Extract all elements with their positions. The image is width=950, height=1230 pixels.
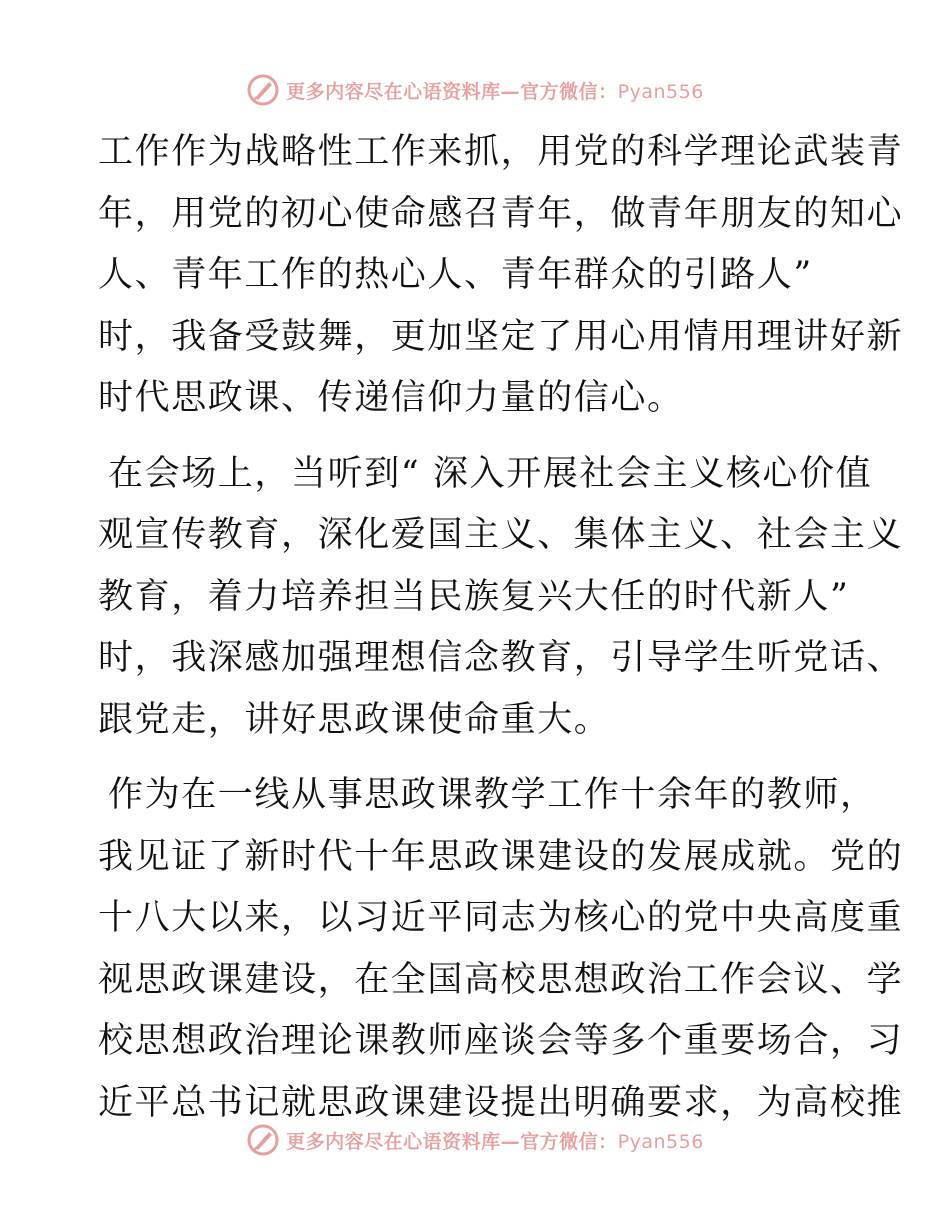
paragraph-3: [98, 765, 904, 1134]
text-line: 观宣传教育，深化爱国主义、集体主义、社会主义: [98, 515, 904, 555]
footer-watermark: [0, 1120, 950, 1160]
text-line: 时代思政课、传递信仰力量的信心。: [98, 378, 684, 418]
footer-wechat-id: Pyan556: [617, 1130, 704, 1153]
header-watermark-label: 更多内容尽在心语资料库—官方微信：: [286, 80, 618, 103]
paragraph-1: [98, 122, 904, 430]
text-line: 教育，着力培养担当民族复兴大任的时代新人”: [98, 576, 850, 617]
footer-watermark-label: 更多内容尽在心语资料库—官方微信：: [286, 1130, 618, 1153]
paragraph-2: [98, 444, 904, 752]
text-line: 视思政课建设，在全国高校思想政治工作会议、学: [98, 959, 904, 1000]
text-line: 校思想政治理论课教师座谈会等多个重要场合，习: [98, 1021, 904, 1061]
header-watermark: [0, 70, 950, 110]
footer-watermark-text: [286, 1127, 704, 1154]
text-line: 工作作为战略性工作来抓，用党的科学理论武装青: [98, 132, 904, 172]
quill-pen-logo-icon: [246, 1123, 280, 1157]
header-wechat-id: Pyan556: [617, 80, 704, 103]
text-line: 近平总书记就思政课建设提出明确要求，为高校推: [98, 1082, 904, 1123]
quill-pen-logo-icon: [246, 73, 280, 107]
text-line: 人、青年工作的热心人、青年群众的引路人”: [98, 255, 813, 295]
text-line: 十八大以来，以习近平同志为核心的党中央高度重: [98, 898, 904, 938]
header-watermark-text: [286, 77, 704, 104]
text-line: 作为在一线从事思政课教学工作十余年的教师，: [108, 775, 877, 815]
document-body: [98, 122, 904, 1148]
text-line: 时，我深感加强理想信念教育，引导学生听党话、: [98, 638, 904, 678]
text-line: 时，我备受鼓舞，更加坚定了用心用情用理讲好新: [98, 316, 904, 357]
text-line: 年，用党的初心使命感召青年，做青年朋友的知心: [98, 193, 904, 234]
text-line: 跟党走，讲好思政课使命重大。: [98, 699, 611, 740]
text-line: 在会场上，当听到“ 深入开展社会主义核心价值: [108, 453, 873, 494]
text-line: 我见证了新时代十年思政课建设的发展成就。党的: [98, 836, 904, 877]
